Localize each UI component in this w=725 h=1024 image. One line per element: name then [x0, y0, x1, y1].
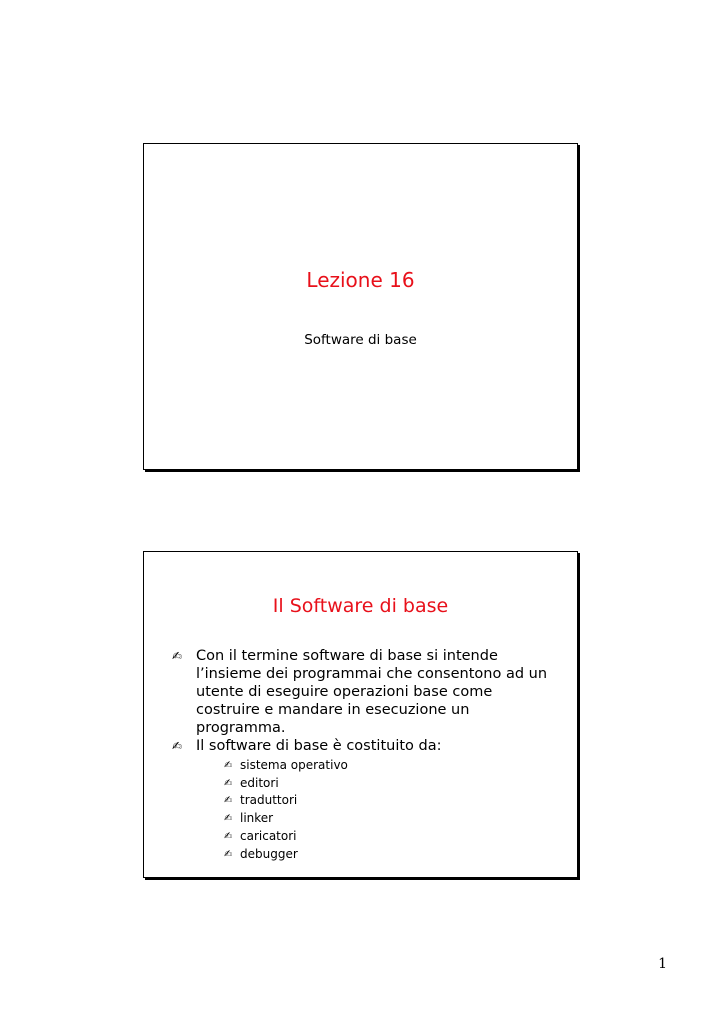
sub-bullet-list — [224, 757, 557, 863]
writing-hand-icon: ✍ — [224, 813, 233, 825]
slide-software-di-base — [143, 551, 578, 878]
sub-bullet-item — [224, 828, 557, 846]
writing-hand-icon: ✍ — [172, 649, 183, 663]
bullet-line: costruire e mandare in esecuzione un — [196, 702, 470, 718]
bullet-list — [172, 647, 557, 863]
slide-subtitle: Software di base — [304, 332, 417, 348]
bullet-line: programma. — [196, 720, 286, 736]
writing-hand-icon: ✍ — [224, 848, 233, 860]
sub-bullet-text: linker — [240, 811, 274, 826]
sub-bullet-item — [224, 775, 557, 793]
slide-title: Il Software di base — [272, 595, 449, 617]
sub-bullet-item — [224, 846, 557, 864]
writing-hand-icon: ✍ — [224, 830, 233, 842]
slide-title: Lezione 16 — [306, 268, 415, 292]
sub-bullet-item — [224, 810, 557, 828]
bullet-text — [196, 647, 557, 737]
sub-bullet-item — [224, 757, 557, 775]
sub-bullet-text: editori — [240, 775, 279, 790]
bullet-line: l’insieme dei programmai che consentono ad un — [196, 666, 548, 682]
bullet-line: utente di eseguire operazioni base come — [196, 684, 493, 700]
sub-bullet-item — [224, 792, 557, 810]
bullet-item — [172, 737, 557, 863]
sub-bullet-text: traduttori — [240, 793, 298, 808]
bullet-text — [196, 737, 557, 863]
bullet-line: Con il termine software di base si intende — [196, 648, 498, 664]
sub-bullet-text: sistema operativo — [240, 758, 348, 772]
slide-lezione-16 — [143, 143, 578, 470]
writing-hand-icon: ✍ — [224, 795, 233, 807]
sub-bullet-text: debugger — [240, 846, 298, 861]
bullet-line: Il software di base è costituito da: — [196, 738, 442, 754]
bullet-item — [172, 647, 557, 737]
writing-hand-icon: ✍ — [224, 760, 233, 771]
page-number: 1 — [658, 956, 667, 972]
writing-hand-icon: ✍ — [172, 739, 183, 753]
writing-hand-icon: ✍ — [224, 777, 233, 789]
sub-bullet-text: caricatori — [240, 828, 297, 843]
